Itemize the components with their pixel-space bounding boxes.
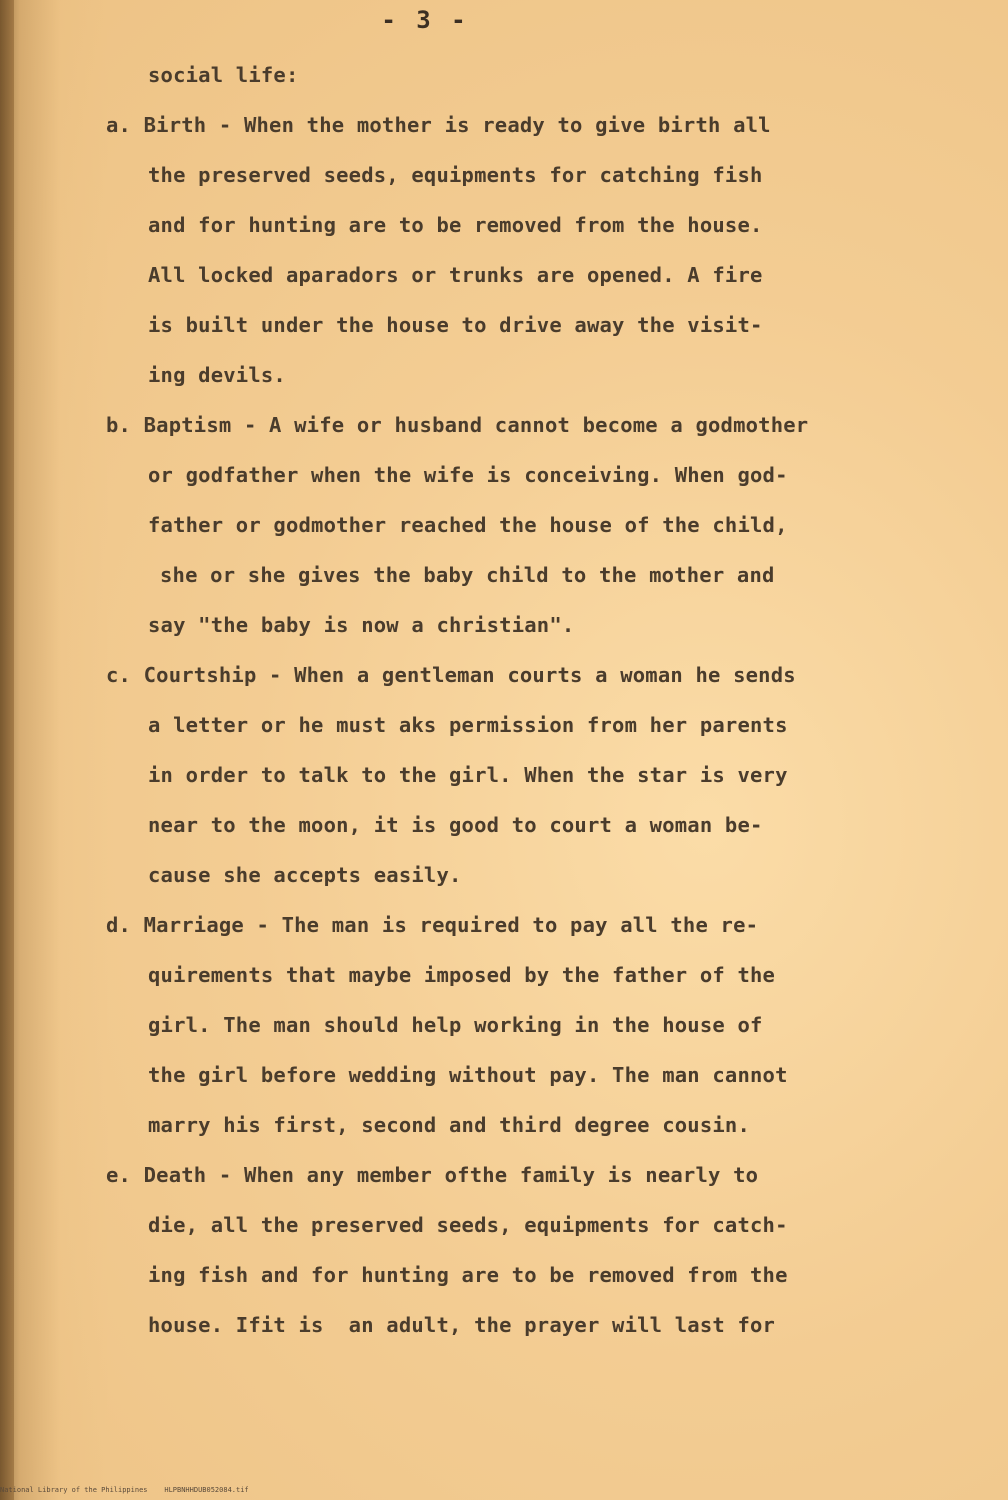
text-line: ing devils. [148,363,286,387]
text-line: the girl before wedding without pay. The man cannot [148,1063,788,1087]
text-line: d. Marriage - The man is required to pay all the re- [106,913,759,937]
text-line: is built under the house to drive away the visit- [148,313,763,337]
text-line: c. Courtship - When a gentleman courts a woman he sends [106,663,796,687]
text-line: marry his first, second and third degree cousin. [148,1113,751,1137]
text-line: a. Birth - When the mother is ready to give birth all [106,113,771,137]
text-line: or godfather when the wife is conceiving. When god- [148,463,788,487]
page-spine-shadow [0,0,14,1500]
text-line: a letter or he must aks permission from her parents [148,713,788,737]
text-line: girl. The man should help working in the house of [148,1013,763,1037]
text-line: ing fish and for hunting are to be removed from the [148,1263,788,1287]
text-line: social life: [148,63,299,87]
text-line: father or godmother reached the house of the child, [148,513,788,537]
text-line: the preserved seeds, equipments for catching fish [148,163,763,187]
page-number: - 3 - [381,6,469,34]
text-line: All locked aparadors or trunks are opened. A fire [148,263,763,287]
text-line: b. Baptism - A wife or husband cannot become a godmother [106,413,809,437]
text-line: near to the moon, it is good to court a woman be- [148,813,763,837]
text-line: she or she gives the baby child to the mother and [160,563,775,587]
archive-footer-note: National Library of the Philippines HLPBNHHDUB052084.tif [0,1486,249,1494]
text-line: in order to talk to the girl. When the star is very [148,763,788,787]
text-line: house. Ifit is an adult, the prayer will last for [148,1313,776,1337]
text-line: say "the baby is now a christian". [148,613,575,637]
text-line: and for hunting are to be removed from the house. [148,213,763,237]
text-line: die, all the preserved seeds, equipments for catch- [148,1213,788,1237]
text-line: cause she accepts easily. [148,863,462,887]
text-line: quirements that maybe imposed by the father of the [148,963,776,987]
text-line: e. Death - When any member ofthe family is nearly to [106,1163,759,1187]
